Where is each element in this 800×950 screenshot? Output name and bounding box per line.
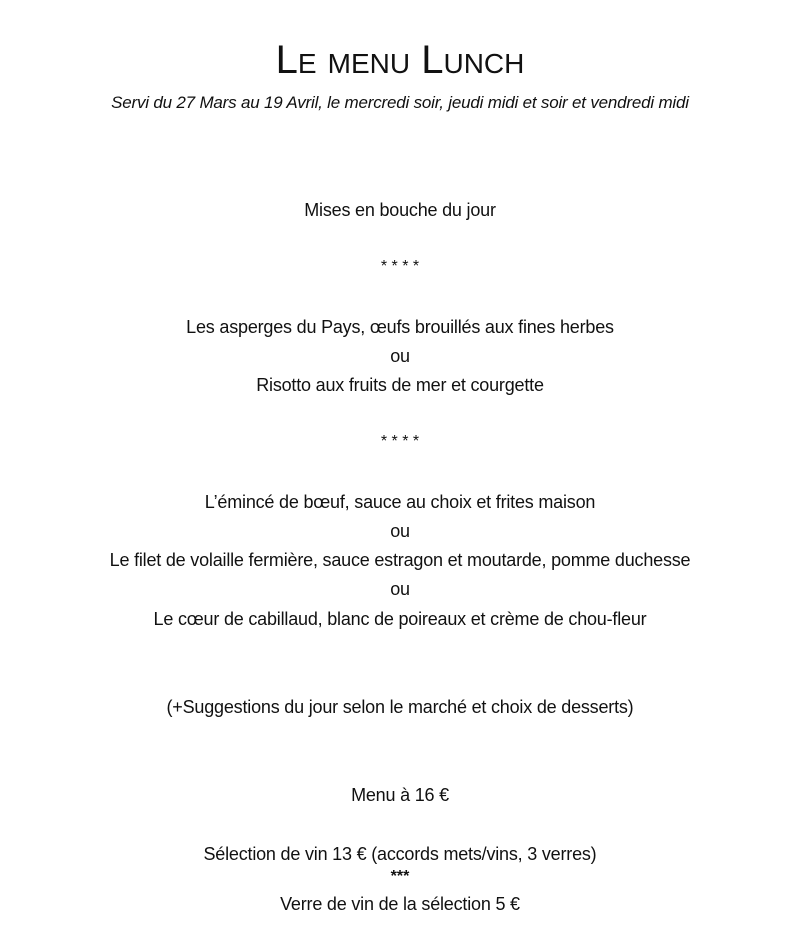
starter-option-2: Risotto aux fruits de mer et courgette	[256, 375, 544, 395]
main-option-3: Le cœur de cabillaud, blanc de poireaux et crème de chou-fleur	[153, 609, 647, 629]
separator-2: * * * *	[380, 433, 420, 450]
main-option-2: Le filet de volaille fermière, sauce estragon et moutarde, pomme duchesse	[109, 550, 691, 570]
wine-selection: Sélection de vin 13 € (accords mets/vins, 3 verres)	[203, 844, 597, 864]
main-or-2: ou	[390, 579, 410, 599]
main-option-1: L’émincé de bœuf, sauce au choix et frites maison	[204, 492, 596, 512]
suggestions-note: (+Suggestions du jour selon le marché et choix de desserts)	[166, 697, 634, 717]
wine-glass-price: Verre de vin de la sélection 5 €	[280, 894, 520, 914]
menu-price: Menu à 16 €	[351, 785, 449, 805]
separator-1: * * * *	[380, 258, 420, 275]
main-or-1: ou	[390, 521, 410, 541]
menu-title: Le menu Lunch	[275, 38, 525, 82]
wine-separator: ***	[390, 868, 410, 885]
starter-or: ou	[390, 346, 410, 366]
menu-subtitle: Servi du 27 Mars au 19 Avril, le mercredi soir, jeudi midi et soir et vendredi midi	[111, 93, 689, 112]
starter-option-1: Les asperges du Pays, œufs brouillés aux fines herbes	[186, 317, 614, 337]
amuse-bouche: Mises en bouche du jour	[304, 200, 496, 220]
